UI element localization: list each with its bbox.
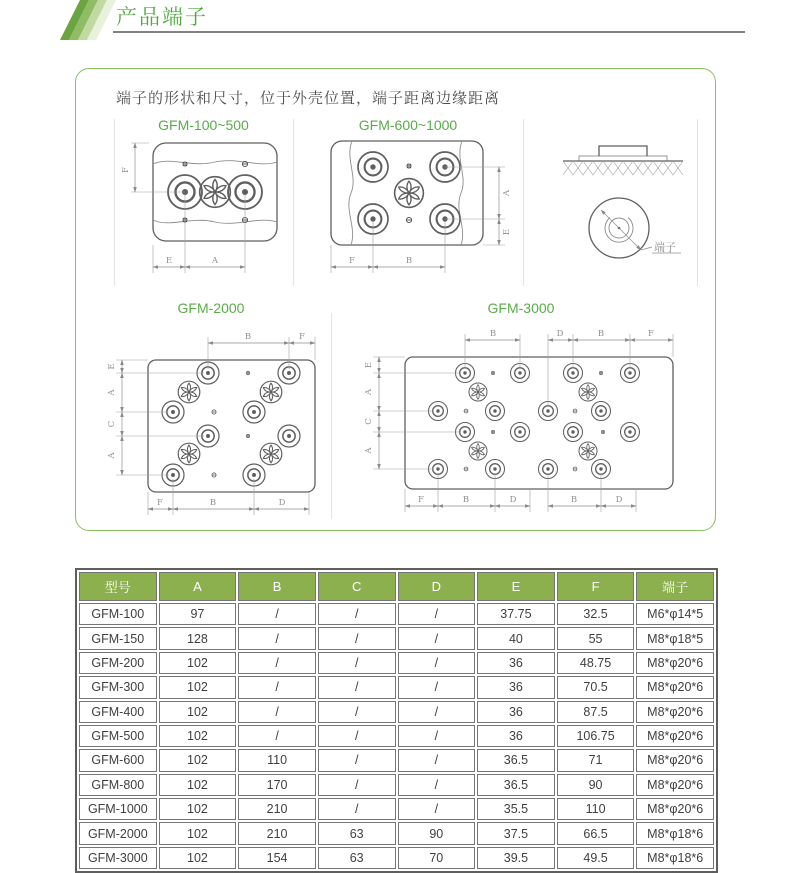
table-cell: / [318,774,396,796]
dim-label: E [107,363,117,370]
dim-label: E [364,361,374,369]
table-cell: GFM-800 [79,774,157,796]
diagram-gfm-3000 [363,316,713,521]
title-underline [113,31,745,33]
table-cell: GFM-500 [79,725,157,747]
table-cell: M8*φ18*5 [636,627,714,649]
dim-label: F [299,332,305,342]
diagram-label-gfm-100-500: GFM-100~500 [158,117,249,133]
terminal-callout-label: 端子 [654,242,676,254]
table-cell: GFM-3000 [79,847,157,869]
diagram-gfm-100-500 [119,133,297,285]
dim-label: C [364,418,374,425]
dim-label: B [209,498,217,508]
table-cell: 39.5 [477,847,555,869]
dim-label: D [278,498,286,508]
table-cell: / [318,652,396,674]
column-header-d: D [398,572,476,601]
table-cell: / [318,603,396,625]
table-cell: M8*φ20*6 [636,701,714,723]
table-row [79,603,714,625]
dim-label: F [418,495,424,505]
dim-label: A [364,447,374,454]
table-cell: / [398,749,476,771]
table-row [79,774,714,796]
table-cell: 102 [159,822,237,844]
table-cell: GFM-1000 [79,798,157,820]
table-cell: 36 [477,725,555,747]
table-cell: 36.5 [477,749,555,771]
spec-table-body [79,603,714,869]
dim-label: F [648,329,654,339]
table-cell: GFM-100 [79,603,157,625]
table-cell: 210 [238,798,316,820]
column-header-e: E [477,572,555,601]
dim-label: B [244,332,252,342]
table-cell: M8*φ20*6 [636,774,714,796]
divider [331,313,332,519]
table-cell: M8*φ20*6 [636,725,714,747]
table-cell: 97 [159,603,237,625]
diagram-label-gfm-2000: GFM-2000 [177,300,245,316]
table-cell: 102 [159,652,237,674]
table-cell: / [398,725,476,747]
table-cell: 102 [159,798,237,820]
divider [523,119,524,286]
table-cell: 32.5 [557,603,635,625]
table-cell: 90 [557,774,635,796]
dim-label: B [570,495,578,505]
table-cell: 110 [238,749,316,771]
table-cell: / [398,627,476,649]
table-cell: / [238,627,316,649]
table-cell: / [238,725,316,747]
dim-label: A [107,452,117,459]
table-cell: M8*φ20*6 [636,798,714,820]
table-cell: M8*φ20*6 [636,676,714,698]
table-cell: / [398,676,476,698]
spec-table [75,568,718,873]
table-cell: 36 [477,652,555,674]
table-cell: 110 [557,798,635,820]
table-cell: 35.5 [477,798,555,820]
table-cell: / [238,652,316,674]
diagram-label-gfm-600-1000: GFM-600~1000 [358,117,458,133]
dim-label: A [364,388,374,396]
dim-label: A [107,389,117,396]
table-cell: 102 [159,725,237,747]
panel-intro-text: 端子的形状和尺寸，位于外壳位置，端子距离边缘距离 [116,90,501,107]
table-cell: / [398,798,476,820]
dim-label: E [165,256,173,266]
table-cell: / [238,701,316,723]
table-cell: GFM-300 [79,676,157,698]
table-cell: / [318,798,396,820]
table-cell: / [238,603,316,625]
table-cell: 154 [238,847,316,869]
dim-label: B [405,256,413,266]
table-cell: / [238,676,316,698]
table-cell: 70 [398,847,476,869]
table-cell: 87.5 [557,701,635,723]
table-cell: 90 [398,822,476,844]
table-row [79,749,714,771]
table-cell: 102 [159,774,237,796]
column-header-model: 型号 [79,572,157,601]
table-cell: GFM-600 [79,749,157,771]
dim-label: A [211,256,219,266]
table-cell: GFM-200 [79,652,157,674]
table-cell: GFM-2000 [79,822,157,844]
table-cell: 63 [318,847,396,869]
table-cell: 71 [557,749,635,771]
dim-label: D [556,329,564,339]
table-row [79,627,714,649]
table-cell: 128 [159,627,237,649]
table-cell: 36 [477,701,555,723]
table-cell: / [398,701,476,723]
table-cell: 63 [318,822,396,844]
column-header-端子: 端子 [636,572,714,601]
table-cell: 37.5 [477,822,555,844]
table-cell: / [398,603,476,625]
dim-label: A [502,189,512,197]
diagram-gfm-2000 [96,319,326,524]
table-cell: 102 [159,749,237,771]
table-row [79,847,714,869]
divider [114,119,115,286]
table-cell: 36 [477,676,555,698]
table-row [79,725,714,747]
table-cell: / [318,627,396,649]
table-cell: 210 [238,822,316,844]
dim-label: F [349,256,355,266]
diagram-label-gfm-3000: GFM-3000 [487,300,555,316]
column-header-f: F [557,572,635,601]
table-cell: / [398,774,476,796]
table-cell: 66.5 [557,822,635,844]
table-cell: 106.75 [557,725,635,747]
table-cell: GFM-400 [79,701,157,723]
table-row [79,652,714,674]
dim-label: C [107,420,117,428]
table-cell: 37.75 [477,603,555,625]
dim-label: F [121,167,131,173]
dim-label: D [509,495,517,505]
column-header-c: C [318,572,396,601]
table-cell: M8*φ20*6 [636,749,714,771]
table-cell: 48.75 [557,652,635,674]
page-title: 产品端子 [116,6,208,29]
dim-label: E [502,228,512,236]
table-cell: 102 [159,676,237,698]
table-row [79,701,714,723]
table-cell: M8*φ18*6 [636,822,714,844]
table-cell: M8*φ18*6 [636,847,714,869]
logo-stripes-icon [60,0,120,40]
column-header-a: A [159,572,237,601]
table-cell: M6*φ14*5 [636,603,714,625]
table-cell: 102 [159,701,237,723]
table-cell: / [318,701,396,723]
table-row [79,822,714,844]
table-cell: 40 [477,627,555,649]
diagram-terminal-detail [551,136,701,298]
terminal-diagram-panel [75,68,716,531]
table-cell: / [318,749,396,771]
table-cell: / [398,652,476,674]
table-row [79,798,714,820]
table-cell: 70.5 [557,676,635,698]
dim-label: B [597,329,605,339]
table-cell: 36.5 [477,774,555,796]
table-cell: 102 [159,847,237,869]
table-cell: / [318,676,396,698]
table-cell: / [318,725,396,747]
dim-label: F [157,498,163,508]
dim-label: D [615,495,623,505]
table-cell: 170 [238,774,316,796]
diagram-gfm-600-1000 [321,133,521,285]
column-header-b: B [238,572,316,601]
dim-label: B [462,495,470,505]
table-cell: M8*φ20*6 [636,652,714,674]
table-cell: GFM-150 [79,627,157,649]
table-row [79,676,714,698]
spec-table-header [79,572,714,601]
table-cell: 49.5 [557,847,635,869]
dim-label: B [489,329,497,339]
table-cell: 55 [557,627,635,649]
